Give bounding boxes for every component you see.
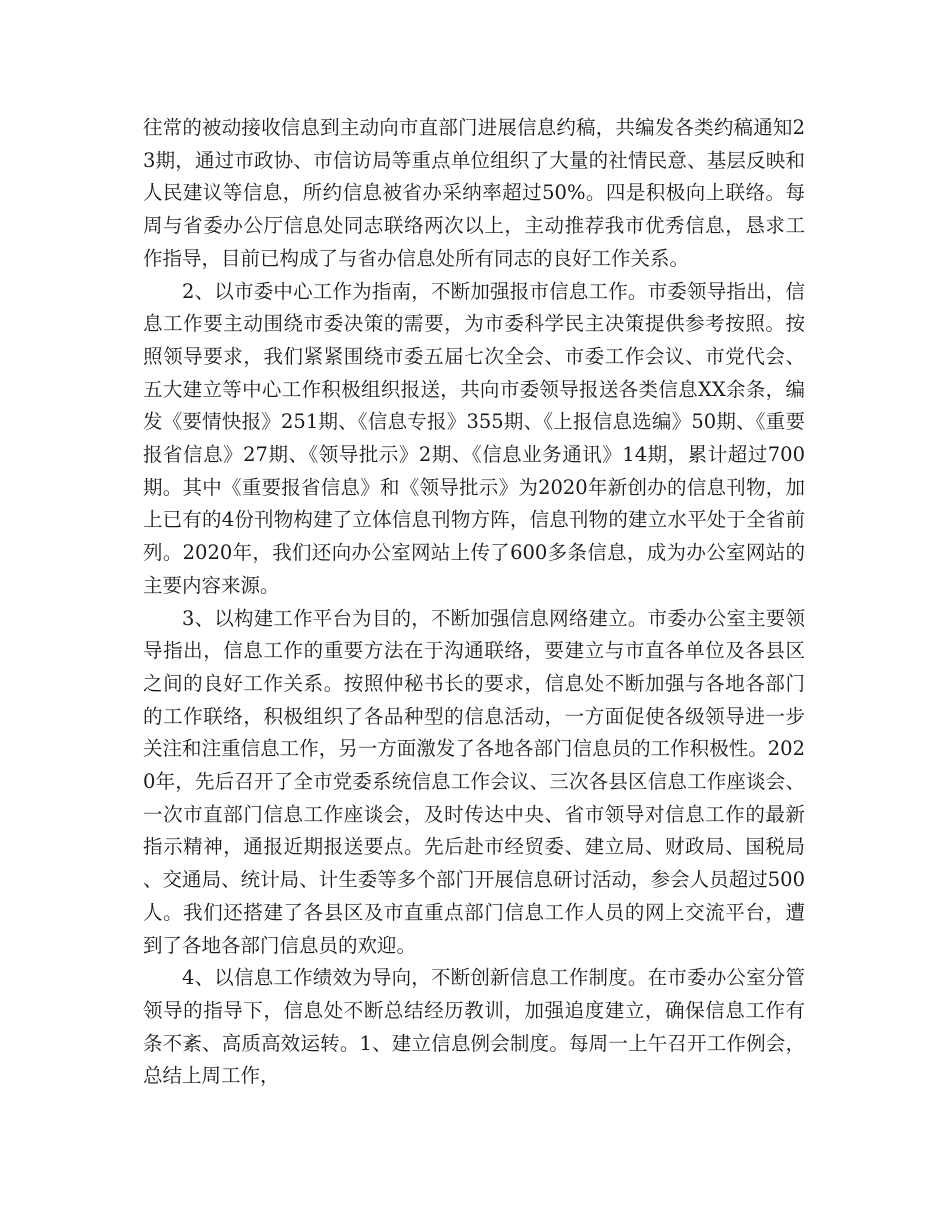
paragraph-1: 往常的被动接收信息到主动向市直部门进展信息约稿，共编发各类约稿通知23期，通过市政协、市信访局等重点单位组织了大量的社情民意、基层反映和人民建议等信息，所约信息被省办采纳率超过50%。四是积极向上联络。每周与省委办公厅信息处同志联络两次以上，主动推荐我市优秀信息，恳求工作指导，目前已构成了与省办信息处所有同志的良好工作关系。 <box>143 116 805 270</box>
paragraph-3: 3、以构建工作平台为目的，不断加强信息网络建立。市委办公室主要领导指出，信息工作的重要方法在于沟通联络，要建立与市直各单位及各县区之间的良好工作关系。按照仲秘书长的要求，信息处不断加强与各地各部门的工作联络，积极组织了各品种型的信息活动，一方面促使各级领导进一步关注和注重信息工作，另一方面激发了各地各部门信息员的工作积极性。2020年，先后召开了全市党委系统信息工作会议、三次各县区信息工作座谈会、一次市直部门信息工作座谈会，及时传达中央、省市领导对信息工作的最新指示精神，通报近期报送要点。先后赴市经贸委、建立局、财政局、国税局、交通局、统计局、计生委等多个部门开展信息研讨活动，参会人员超过500人。我们还搭建了各县区及市直重点部门信息工作人员的网上交流平台，遭到了各地各部门信息员的欢迎。 <box>143 606 805 957</box>
paragraph-4: 4、以信息工作绩效为导向，不断创新信息工作制度。在市委办公室分管领导的指导下，信息处不断总结经历教训，加强追度建立，确保信息工作有条不紊、高质高效运转。1、建立信息例会制度。每周一上午召开工作例会，总结上周工作， <box>143 966 805 1088</box>
document-body <box>143 112 805 1093</box>
paragraph-2: 2、以市委中心工作为指南，不断加强报市信息工作。市委领导指出，信息工作要主动围绕市委决策的需要，为市委科学民主决策提供参考按照。按照领导要求，我们紧紧围绕市委五届七次全会、市委工作会议、市党代会、五大建立等中心工作积极组织报送，共向市委领导报送各类信息XX余条，编发《要情快报》251期、《信息专报》355期、《上报信息选编》50期、《重要报省信息》27期、《领导批示》2期、《信息业务通讯》14期，累计超过700期。其中《重要报省信息》和《领导批示》为2020年新创办的信息刊物，加上已有的4份刊物构建了立体信息刊物方阵，信息刊物的建立水平处于全省前列。2020年，我们还向办公室网站上传了600多条信息，成为办公室网站的主要内容来源。 <box>143 279 805 597</box>
